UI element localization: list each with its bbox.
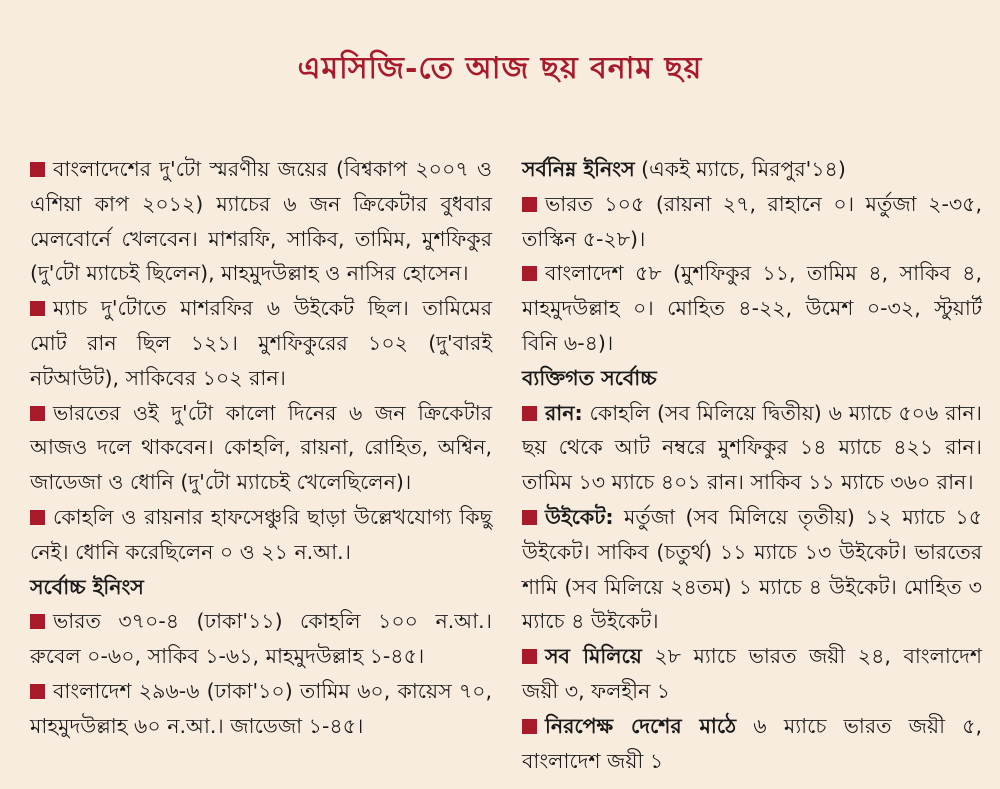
lowest-heading-label: সর্বনিম্ন ইনিংস [522,157,635,181]
stat-text: বাংলাদেশ ৫৮ (মুশফিকুর ১১, তামিম ৪, সাকিব ৪, মাহমুদউল্লাহ ০। মোহিত ৪-২২, উমেশ ০-৩২, স্টুয়ার্ট বিনি ৬-৪)। [522,261,982,355]
neutral-text: ৬ ম্যাচে ভারত জয়ী ৫, বাংলাদেশ জয়ী ১ [522,713,982,773]
stat-text: ভারত ১০৫ (রায়না ২৭, রাহানে ০। মর্তুজা ২-৩৫, তাস্কিন ৫-২৮)। [522,191,982,251]
headline: এমসিজি-তে আজ ছয় বনাম ছয় [297,51,703,86]
paragraph-text: বাংলাদেশের দু'টো স্মরণীয় জয়ের (বিশ্বকাপ ২০০৭ ও এশিয়া কাপ ২০১২) ম্যাচের ৬ জন ক্রিকেটার বুধবার মেলবোর্নে খেলবেন। মাশরফি, সাকিব, তামিম, মুশফিকুর (দু'টো ম্যাচেই ছিলেন), মাহমুদউল্লাহ ও নাসির হোসেন। [30,157,492,286]
stat-text: ভারত ৩৭০-৪ (ঢাকা'১১) কোহলি ১০০ ন.আ.। রুবেল ০-৬০, সাকিব ১-৬১, মাহমুদউল্লাহ ১-৪৫। [30,609,492,669]
bullet-square-icon [522,719,537,734]
neutral-venue-record [522,709,982,779]
overall-text: ২৮ ম্যাচে ভারত জয়ী ২৪, বাংলাদেশ জয়ী ৩, ফলহীন ১ [522,644,982,703]
paragraph-2 [30,291,492,395]
wickets-label: উইকেট: [545,504,614,529]
overall-label: সব মিলিয়ে [545,644,642,669]
paragraph-4 [30,500,492,570]
right-column [522,152,982,778]
lowest-innings-bangladesh [522,256,982,360]
bullet-square-icon [30,162,45,177]
bullet-square-icon [522,406,537,421]
highest-innings-heading: সর্বোচ্চ ইনিংস [30,574,144,599]
stat-text: বাংলাদেশ ২৯৬-৬ (ঢাকা'১০) তামিম ৬০, কায়েস ৭০, মাহমুদউল্লাহ ৬০ ন.আ.। জাডেজা ১-৪৫। [30,678,492,738]
runs-text: কোহলি (সব মিলিয়ে দ্বিতীয়) ৬ ম্যাচে ৫০৬ রান। ছয় থেকে আট নম্বরে মুশফিকুর ১৪ ম্যাচে ৪২১ রান। তামিম ১৩ ম্যাচে ৪০১ রান। সাকিব ১১ ম্যাচে ৩৬০ রান। [522,400,982,495]
bullet-square-icon [522,197,537,212]
bullet-square-icon [30,406,45,421]
overall-record [522,639,982,709]
bullet-square-icon [522,266,537,281]
lowest-heading-note: (একই ম্যাচে, মিরপুর'১৪) [634,157,846,181]
paragraph-3 [30,396,492,500]
individual-best-heading: ব্যক্তিগত সর্বোচ্চ [522,365,657,390]
left-column [30,152,492,744]
bullet-square-icon [30,301,45,316]
paragraph-text: ভারতের ওই দু'টো কালো দিনের ৬ জন ক্রিকেটার আজও দলে থাকবেন। কোহলি, রায়না, রোহিত, অশ্বিন, জাডেজা ও ধোনি (দু'টো ম্যাচেই খেলেছিলেন)। [30,400,492,495]
lowest-innings-heading [522,152,982,187]
paragraph-text: কোহলি ও রায়নার হাফসেঞ্চুরি ছাড়া উল্লেখযোগ্য কিছু নেই। ধোনি করেছিলেন ০ ও ২১ ন.আ.। [30,504,492,564]
highest-innings-india [30,604,492,674]
neutral-label: নিরপেক্ষ দেশের মাঠে [545,713,737,738]
bullet-square-icon [30,684,45,699]
wickets-record [522,500,982,639]
lowest-innings-india [522,187,982,257]
paragraph-1 [30,152,492,291]
bullet-square-icon [30,510,45,525]
wickets-text: মর্তুজা (সব মিলিয়ে তৃতীয়) ১২ ম্যাচে ১৫ উইকেট। সাকিব (চতুর্থ) ১১ ম্যাচে ১৩ উইকেট। ভারতের শামি (সব মিলিয়ে ২৪তম) ১ ম্যাচে ৪ উইকেট। মোহিত ৩ ম্যাচে ৪ উইকেট। [522,504,982,634]
bullet-square-icon [30,614,45,629]
bullet-square-icon [522,649,537,664]
runs-record [522,396,982,500]
runs-label: রান: [545,400,583,425]
paragraph-text: ম্যাচ দু'টোতে মাশরফির ৬ উইকেট ছিল। তামিমের মোট রান ছিল ১২১। মুশফিকুরের ১০২ (দু'বারই নটআউট), সাকিবের ১০২ রান। [30,296,492,390]
bullet-square-icon [522,510,537,525]
highest-innings-bangladesh [30,674,492,744]
